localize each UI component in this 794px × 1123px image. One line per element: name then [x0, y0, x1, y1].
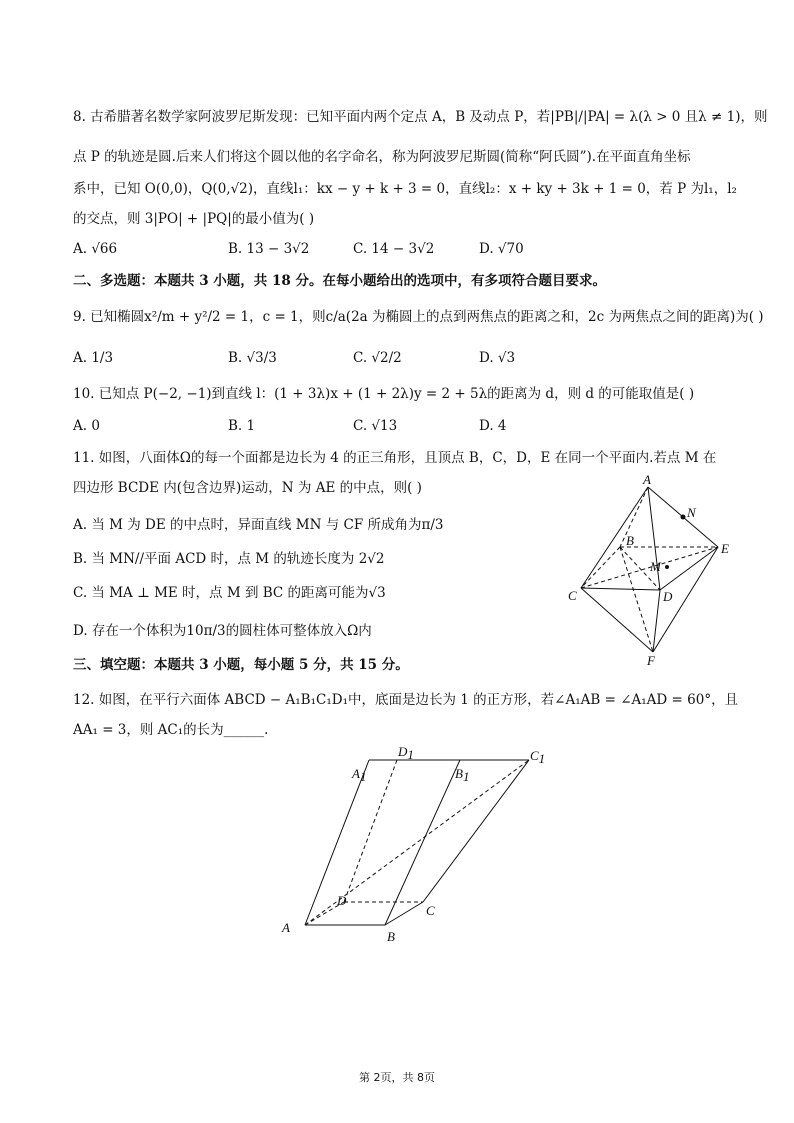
- q8-line3: 系中，已知 O(0,0)，Q(0,√2)，直线l₁：kx − y + k + 3 = 0，直线l₂：x + ky + 3k + 1 = 0，若 P 为l₁，l₂: [73, 181, 737, 197]
- label-b1: B1: [455, 766, 470, 784]
- q9-option-c: C. √2/2: [353, 350, 402, 366]
- label-a: A: [643, 472, 651, 487]
- q10-line1: 10. 已知点 P(−2, −1)到直线 l：(1 + 3λ)x + (1 + 2λ)y = 2 + 5λ的距离为 d，则 d 的可能取值是( ): [73, 386, 695, 402]
- label-a1: A1: [352, 766, 367, 784]
- q10-option-d: D. 4: [479, 418, 507, 434]
- q8-option-b: B. 13 − 3√2: [228, 241, 310, 257]
- q12-line1: 12. 如图，在平行六面体 ABCD − A₁B₁C₁D₁中，底面是边长为 1 的正方形，若∠A₁AB = ∠A₁AD = 60°，且: [73, 692, 739, 708]
- label-d1: D1: [398, 744, 414, 762]
- section-2-heading: 二、多选题：本题共 3 小题，共 18 分。在每小题给出的选项中，有多项符合题目要求。: [73, 273, 606, 289]
- parallelepiped-figure: [275, 740, 545, 945]
- q8-option-d: D. √70: [479, 241, 524, 257]
- label-a: A: [282, 920, 290, 935]
- q9-line1: 9. 已知椭圆x²/m + y²/2 = 1，c = 1，则c/a(2a 为椭圆上的点到两焦点的距离之和，2c 为两焦点之间的距离)为( ): [73, 309, 764, 325]
- label-f: F: [647, 653, 655, 668]
- q11-option-b: B. 当 MN//平面 ACD 时，点 M 的轨迹长度为 2√2: [73, 551, 385, 567]
- point-m-dot: [665, 565, 669, 569]
- q12-line2: AA₁ = 3，则 AC₁的长为______.: [73, 722, 269, 738]
- q11-option-c: C. 当 MA ⊥ ME 时，点 M 到 BC 的距离可能为√3: [73, 585, 386, 601]
- label-b: B: [626, 533, 634, 548]
- page-footer: 第 2页，共 8页: [359, 1071, 435, 1084]
- q10-option-c: C. √13: [353, 418, 398, 434]
- q8-line4: 的交点，则 3|PO| + |PQ|的最小值为( ): [73, 211, 315, 227]
- q8-option-c: C. 14 − 3√2: [353, 241, 435, 257]
- section-3-heading: 三、填空题：本题共 3 小题，每小题 5 分，共 15 分。: [73, 657, 409, 673]
- label-c: C: [568, 588, 577, 603]
- q11-line2: 四边形 BCDE 内(包含边界)运动，N 为 AE 的中点，则( ): [73, 480, 422, 496]
- label-d: D: [663, 589, 673, 604]
- q9-option-a: A. 1/3: [73, 350, 114, 366]
- q8-line2: 点 P 的轨迹是圆.后来人们将这个圆以他的名字命名，称为阿波罗尼斯圆(简称“阿氏圆”).在平面直角坐标: [73, 149, 691, 165]
- q9-option-b: B. √3/3: [228, 350, 277, 366]
- q11-line1: 11. 如图，八面体Ω的每一个面都是边长为 4 的正三角形，且顶点 B，C，D，E 在同一个平面内.若点 M 在: [73, 450, 717, 466]
- label-d: D: [337, 893, 347, 908]
- label-n: N: [687, 505, 696, 520]
- label-c1: C1: [530, 748, 546, 766]
- label-e: E: [721, 541, 729, 556]
- q11-option-a: A. 当 M 为 DE 的中点时，异面直线 MN 与 CF 所成角为π/3: [73, 517, 444, 533]
- q8-line1: 8. 古希腊著名数学家阿波罗尼斯发现：已知平面内两个定点 A，B 及动点 P，若|PB|/|PA| = λ(λ > 0 且λ ≠ 1)，则: [73, 109, 768, 125]
- q10-option-a: A. 0: [73, 418, 100, 434]
- point-n-dot: [681, 515, 686, 520]
- q9-option-d: D. √3: [479, 350, 516, 366]
- label-b: B: [387, 929, 395, 944]
- label-c: C: [426, 903, 435, 918]
- q10-option-b: B. 1: [228, 418, 256, 434]
- q11-option-d: D. 存在一个体积为10π/3的圆柱体可整体放入Ω内: [73, 623, 372, 639]
- octahedron-figure: [560, 470, 750, 670]
- q8-option-a: A. √66: [73, 241, 118, 257]
- label-m: M: [650, 559, 661, 574]
